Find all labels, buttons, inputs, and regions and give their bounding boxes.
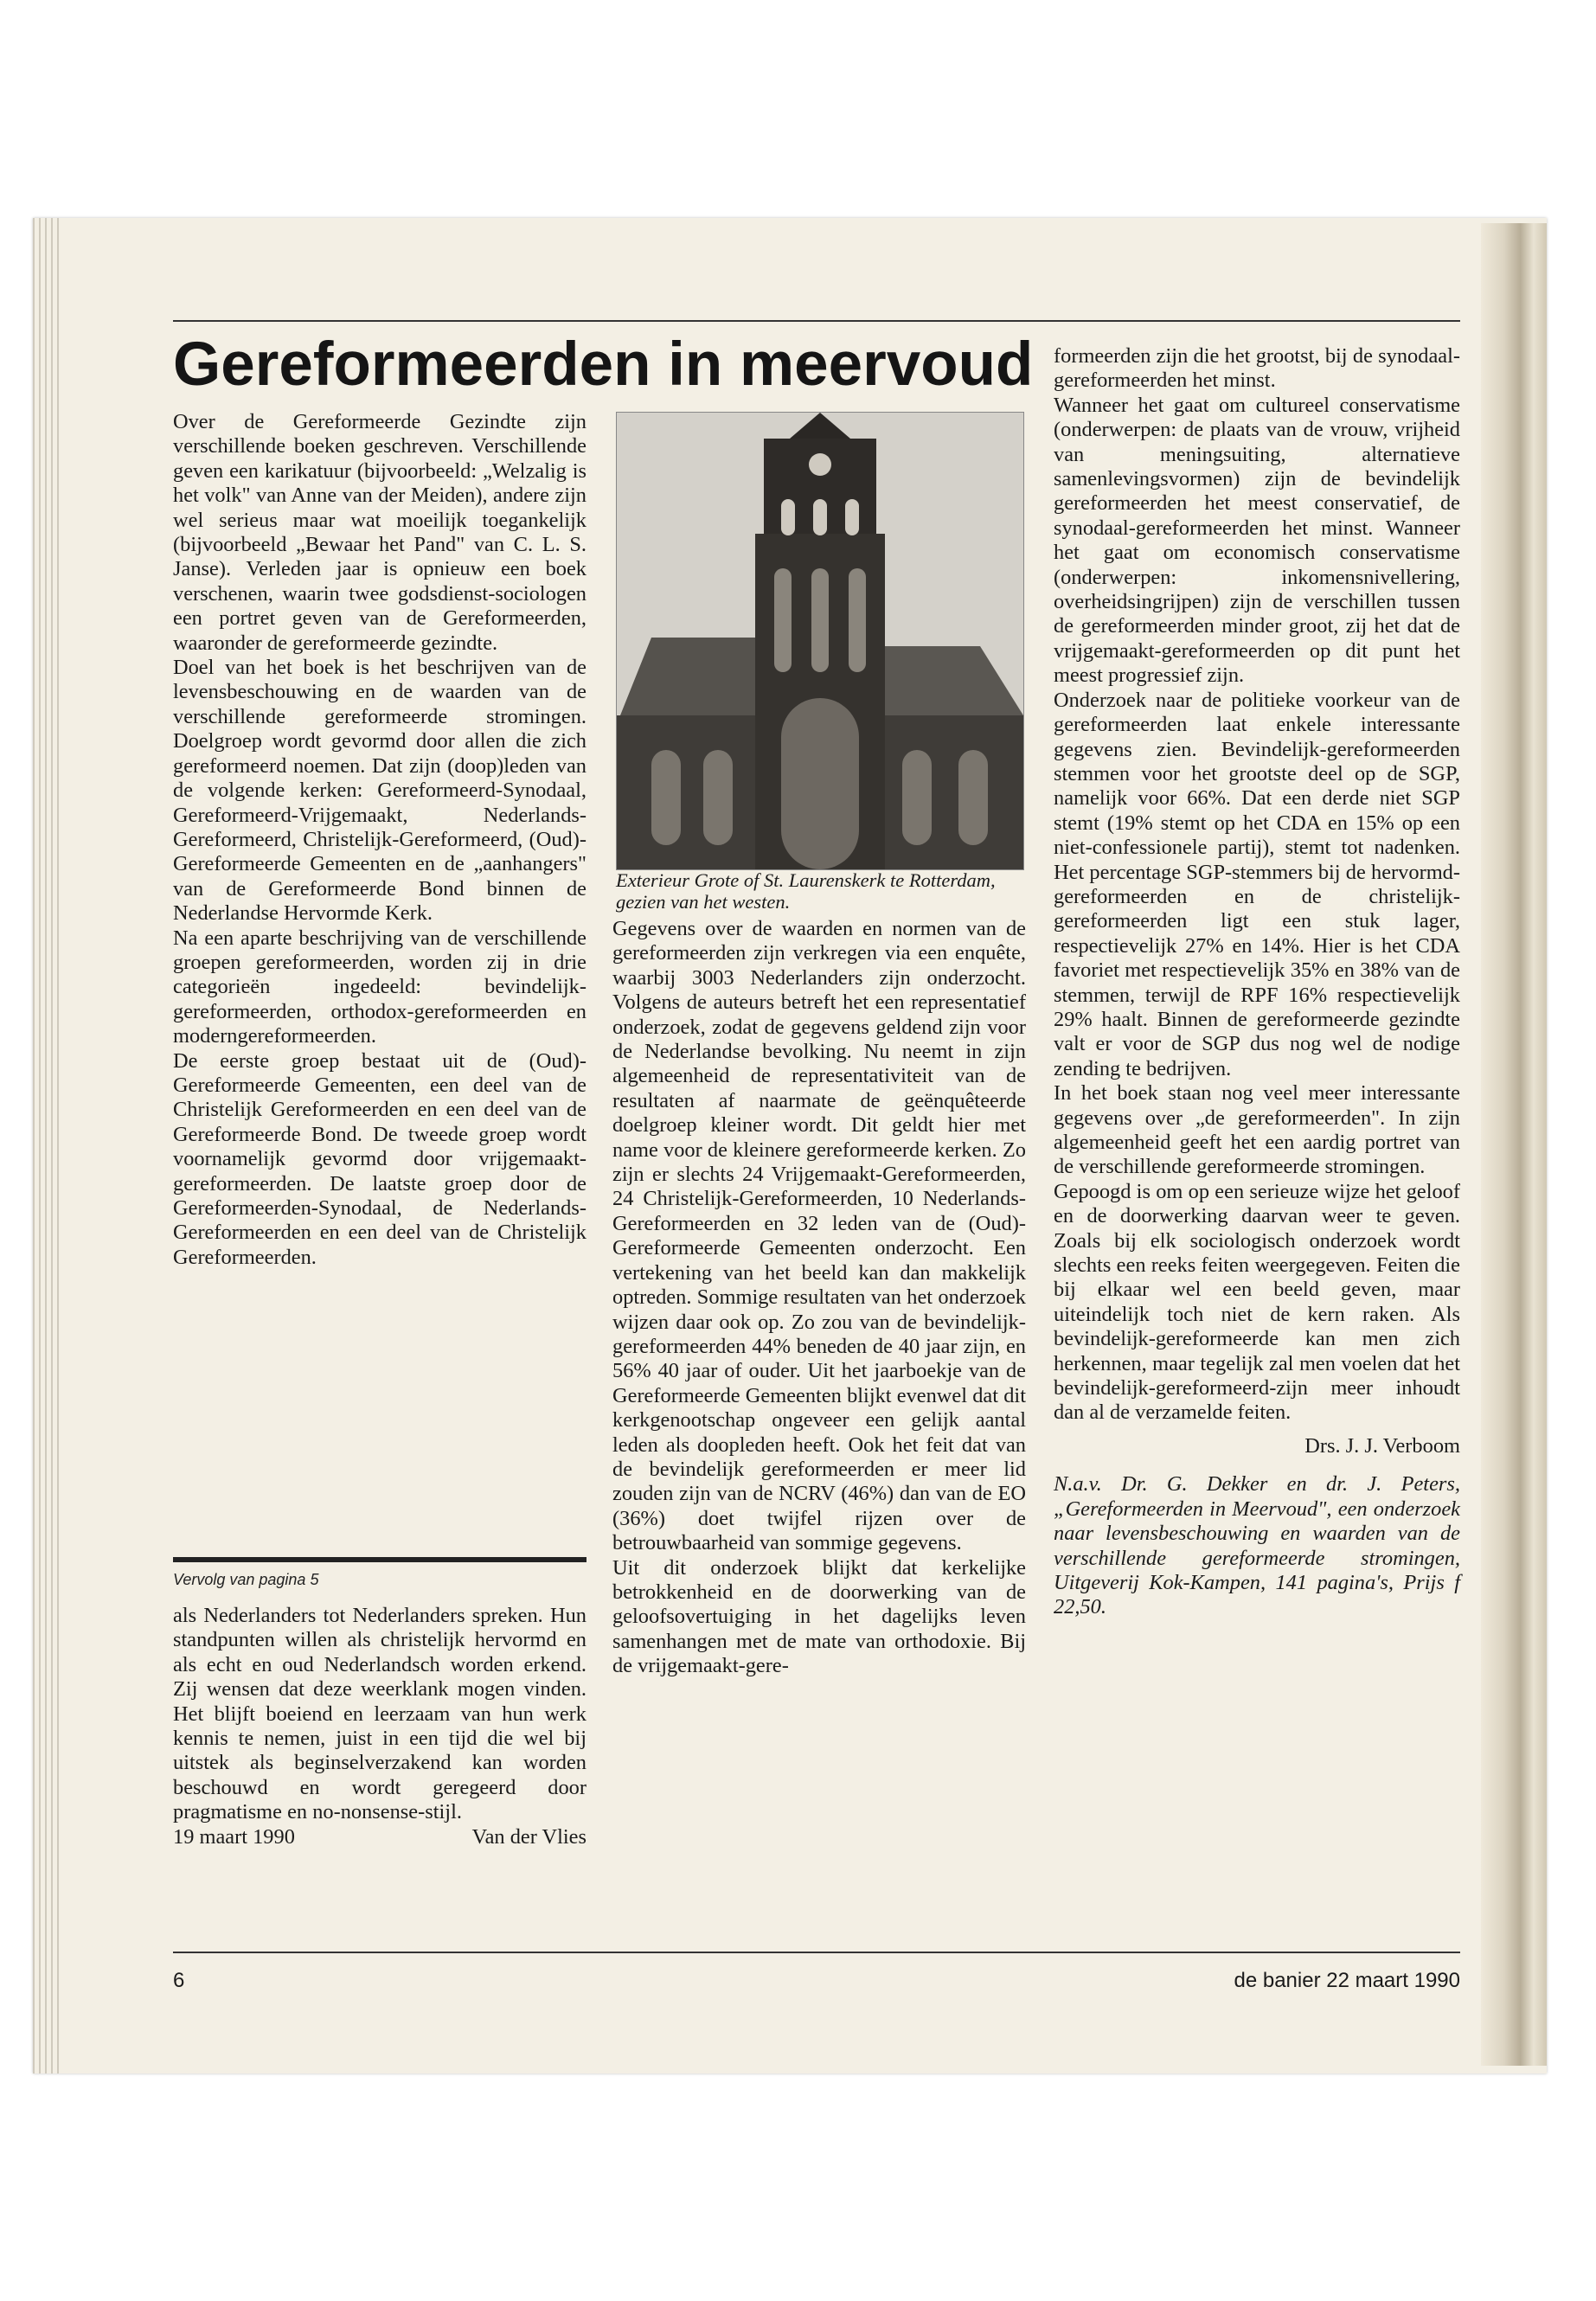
church-photo	[616, 412, 1024, 870]
article-signature: Drs. J. J. Verboom	[1304, 1433, 1460, 1458]
continuation-label: Vervolg van pagina 5	[173, 1571, 319, 1588]
page-fold-edge	[1481, 223, 1547, 2066]
article-column-2	[612, 917, 1026, 1679]
article-headline: Gereformeerden in meervoud	[173, 330, 1034, 399]
photo-caption: Exterieur Grote of St. Laurenskerk te Rotterdam, gezien van het westen.	[616, 869, 996, 913]
col3-paragraph: formeerden zijn die het grootst, bij de synodaal-gereformeerden het minst.	[1054, 344, 1460, 393]
col2-paragraph: Uit dit onderzoek blijkt dat kerkelijke betrokkenheid en de doorwerking van de geloofsovertuiging in het dagelijks leven samenhangen met de mate van orthodoxie. Bij de vrijgemaakt-gere-	[612, 1555, 1026, 1678]
article-column-3	[1054, 344, 1460, 1620]
page-number: 6	[173, 1969, 185, 1992]
section-divider	[173, 1557, 586, 1562]
continuation-date: 19 maart 1990	[173, 1824, 295, 1849]
top-rule	[173, 320, 1460, 322]
article-column-1	[173, 410, 586, 1270]
col1-paragraph: Doel van het boek is het beschrijven van de levensbeschouwing en de waarden van de verschillende gereformeerde stromingen. Doelgroep wordt gevormd door allen die zich gereformeerd noemen. Dat zijn (doop)leden van de volgende kerken: Gereformeerd-Synodaal, Gereformeerd-Vrijgemaakt, Nederlands-Gereformeerd, Christelijk-Gereformeerd, (Oud)-Gereformeerde Gemeenten en de „aanhangers" van de Gereformeerde Bond binnen de Nederlandse Hervormde Kerk.	[173, 656, 586, 926]
continuation-signature-line	[173, 1825, 586, 1849]
col3-paragraph: Gepoogd is om op een serieuze wijze het geloof en de doorwerking daarvan weer te geven. Zoals bij elk sociologisch onderzoek wordt slechts een reeks feiten weergegeven. Feiten die bij elkaar wel een beeld geven, maar uiteindelijk toch niet de kern raken. Als bevindelijk-gereformeerde kan men zich herkennen, maar tegelijk zal men voelen dat het bevindelijk-gereformeerd-zijn meer inhoudt dan al de verzamelde feiten.	[1054, 1179, 1460, 1425]
col3-paragraph: In het boek staan nog veel meer interessante gegevens over „de gereformeerden". In zijn algemeenheid geeft het een aardig portret van de verschillende gereformeerde stromingen.	[1054, 1081, 1460, 1179]
page-binding-edge	[33, 218, 59, 2073]
continuation-column	[173, 1604, 586, 1849]
col1-paragraph: Na een aparte beschrijving van de verschillende groepen gereformeerden, worden zij in drie categorieën ingedeeld: bevindelijk-gereformeerden, orthodox-gereformeerden en moderngereformeerden.	[173, 926, 586, 1048]
bottom-rule	[173, 1952, 1460, 1953]
col1-paragraph: De eerste groep bestaat uit de (Oud)-Gereformeerde Gemeenten, een deel van de Christelijk Gereformeerden en een deel van de Gereformeerde Bond. De tweede groep wordt voornamelijk gevormd door vrijgemaakt-gereformeerden. De laatste groep door de Gereformeerden-Synodaal, de Nederlands-Gereformeerden en een deel van de Christelijk Gereformeerden.	[173, 1048, 586, 1269]
col3-paragraph: Onderzoek naar de politieke voorkeur van de gereformeerden laat enkele interessante gegevens zien. Bevindelijk-gereformeerden stemmen voor het grootste deel op de SGP, namelijk voor 66%. Dat een derde niet SGP stemt (19% stemt op het CDA en 15% op een niet-confessionele partij), stemt tot nadenken. Het percentage SGP-stemmers bij de hervormd-gereformeerden en de christelijk-gereformeerden ligt een stuk lager, respectievelijk 27% en 14%. Hier is het CDA favoriet met respectievelijk 35% en 38% van de stemmen, terwijl de RPF 16% respectievelijk 29% haalt. Binnen de gereformeerde gezindte valt er voor de SGP dus nog wel de nodige zending te bedrijven.	[1054, 688, 1460, 1080]
continuation-paragraph: als Nederlanders tot Nederlanders spreken. Hun standpunten willen als christelijk hervormd en als echt en oud Nederlandsch worden erkend. Zij wensen dat deze weerklank mogen vinden. Het blijft boeiend en leerzaam van hun werk kennis te nemen, juist in een tijd die wel bij uitstek als beginselverzakend kan worden beschouwd en wordt geregeerd door pragmatisme en no-nonsense-stijl.	[173, 1604, 586, 1824]
publication-footer: de banier 22 maart 1990	[1234, 1969, 1460, 1992]
col1-paragraph: Over de Gereformeerde Gezindte zijn verschillende boeken geschreven. Verschillende geven een karikatuur (bijvoorbeeld: „Welzalig is het volk" van Anne van der Meiden), andere zijn wel serieus maar wat moeilijk toegankelijk (bijvoorbeeld „Bewaar het Pand" van C. L. S. Janse). Verleden jaar is opnieuw een boek verschenen, waarin twee godsdienst-sociologen een portret geven van de Gereformeerden, waaronder de gereformeerde gezindte.	[173, 410, 586, 655]
col2-paragraph: Gegevens over de waarden en normen van de gereformeerden zijn verkregen via een enquête, waarbij 3003 Nederlanders zijn onderzocht. Volgens de auteurs betreft het een representatief onderzoek, zodat de gegevens geldend zijn voor de Nederlandse bevolking. Nu neemt in zijn algemeenheid de representativiteit van de resultaten af naarmate de geënquêteerde doelgroep kleiner wordt. Dit geldt hier met name voor de kleinere gereformeerde kerken. Zo zijn er slechts 24 Vrijgemaakt-Gereformeerden, 24 Christelijk-Gereformeerden, 10 Nederlands-Gereformeerden en 32 leden van de (Oud)-Gereformeerde Gemeenten onderzocht. Een vertekening van het beeld kan dan makkelijk optreden. Sommige resultaten van het onderzoek wijzen daar ook op. Zo zou van de bevindelijk-gereformeerden 44% beneden de 40 jaar zijn, en 56% 40 jaar of ouder. Uit het jaarboekje van de Gereformeerde Gemeenten blijkt evenwel dat dit kerkgenootschap ongeveer een gelijk aantal leden als doopleden heeft. Ook het feit dat van de bevindelijk gereformeerden er meer lid zouden zijn van de NCRV (46%) dan van de EO (36%) doet twijfel rijzen over de betrouwbaarheid van sommige gegevens.	[612, 917, 1026, 1555]
book-review-note: N.a.v. Dr. G. Dekker en dr. J. Peters, „Gereformeerden in Meervoud", een onderzoek naar levensbeschouwing en waarden van de verschillende gereformeerde stromingen, Uitgeverij Kok-Kampen, 141 pagina's, Prijs f 22,50.	[1054, 1472, 1460, 1619]
continuation-author: Van der Vlies	[471, 1824, 586, 1849]
col3-paragraph: Wanneer het gaat om cultureel conservatisme (onderwerpen: de plaats van de vrouw, vrijheid van meningsuiting, alternatieve samenlevingsvormen) zijn de bevindelijk gereformeerden het meest conservatief, de synodaal-gereformeerden het minst. Wanneer het gaat om economisch conservatisme (onderwerpen: inkomensnivellering, overheidsingrijpen) zijn de verschillen tussen de gereformeerden minder groot, zij het dat de vrijgemaakt-gereformeerden op dit punt het meest progressief zijn.	[1054, 393, 1460, 688]
